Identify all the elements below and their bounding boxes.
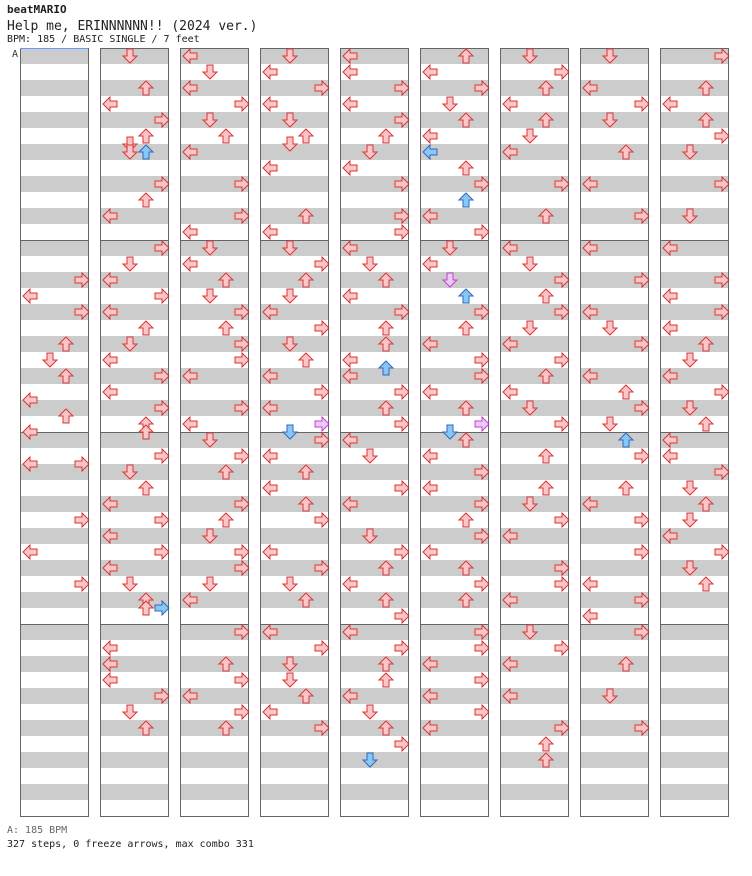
beat-stripe [580, 528, 648, 544]
arrow-left-icon [343, 161, 357, 175]
arrow-up-icon [619, 385, 633, 399]
beat-stripe [180, 656, 248, 672]
beat-stripe [500, 784, 568, 800]
arrow-left-icon [263, 481, 277, 495]
arrow-up-icon [539, 449, 553, 463]
arrow-left-icon [183, 225, 197, 239]
beat-stripe [100, 720, 168, 736]
beat-stripe [660, 688, 728, 704]
beat-stripe [500, 752, 568, 768]
beat-stripe [580, 432, 648, 448]
arrow-right-icon [475, 577, 489, 591]
beat-stripe [340, 656, 408, 672]
arrow-left-icon [503, 97, 517, 111]
arrow-right-icon [395, 641, 409, 655]
beat-stripe [660, 112, 728, 128]
beat-stripe [660, 336, 728, 352]
arrow-right-icon [555, 417, 569, 431]
arrow-right-icon [395, 385, 409, 399]
beat-stripe [180, 272, 248, 288]
beat-stripe [420, 752, 488, 768]
arrow-right-icon [235, 449, 249, 463]
chart-stats: 327 steps, 0 freeze arrows, max combo 331 [7, 839, 254, 850]
arrow-up-icon [619, 481, 633, 495]
beat-stripe [20, 112, 88, 128]
beat-stripe [660, 592, 728, 608]
arrow-left-icon [343, 65, 357, 79]
arrow-up-icon [379, 673, 393, 687]
arrow-down-icon [363, 705, 377, 719]
chart-meta: BPM: 185 / BASIC SINGLE / 7 feet [7, 34, 200, 45]
beat-stripe [500, 368, 568, 384]
beat-stripe [420, 560, 488, 576]
beat-stripe [340, 592, 408, 608]
beat-stripe [420, 112, 488, 128]
arrow-right-icon [315, 257, 329, 271]
arrow-right-icon [555, 353, 569, 367]
arrow-left-icon [343, 97, 357, 111]
beat-stripe [260, 208, 328, 224]
arrow-down-icon [683, 353, 697, 367]
beat-stripe [20, 368, 88, 384]
beat-stripe [20, 752, 88, 768]
arrow-right-icon [395, 417, 409, 431]
beat-stripe [340, 336, 408, 352]
beat-stripe [340, 560, 408, 576]
beat-stripe [420, 400, 488, 416]
beat-stripe [340, 784, 408, 800]
arrow-left-icon [423, 545, 437, 559]
beat-stripe [20, 176, 88, 192]
arrow-left-icon [263, 705, 277, 719]
beat-stripe [660, 80, 728, 96]
beat-stripe [660, 720, 728, 736]
beat-stripe [420, 48, 488, 64]
arrow-right-icon [155, 545, 169, 559]
arrow-up-icon [299, 353, 313, 367]
arrow-right-icon [395, 481, 409, 495]
arrow-right-icon [475, 353, 489, 367]
arrow-right-icon [635, 513, 649, 527]
arrow-right-icon [715, 385, 729, 399]
beat-stripe [20, 560, 88, 576]
arrow-right-icon [155, 449, 169, 463]
arrow-left-icon [343, 289, 357, 303]
arrow-right-icon [235, 97, 249, 111]
beat-stripe [420, 784, 488, 800]
beat-stripe [580, 784, 648, 800]
arrow-right-icon [475, 641, 489, 655]
beat-stripe [20, 720, 88, 736]
beat-stripe [100, 80, 168, 96]
arrow-right-icon [75, 577, 89, 591]
arrow-left-icon [423, 129, 437, 143]
beat-stripe [260, 752, 328, 768]
arrow-left-icon [663, 289, 677, 303]
arrow-right-icon [395, 225, 409, 239]
beat-stripe [20, 688, 88, 704]
beat-stripe [180, 464, 248, 480]
beat-stripe [180, 720, 248, 736]
beat-stripe [20, 528, 88, 544]
beat-stripe [260, 464, 328, 480]
arrow-right-icon [315, 641, 329, 655]
arrow-right-icon [555, 641, 569, 655]
beat-stripe [100, 784, 168, 800]
arrow-left-icon [423, 449, 437, 463]
arrow-down-icon [603, 321, 617, 335]
arrow-left-icon [103, 97, 117, 111]
arrow-left-icon [423, 65, 437, 79]
arrow-left-icon [263, 65, 277, 79]
beat-stripe [660, 496, 728, 512]
arrow-right-icon [315, 321, 329, 335]
arrow-down-icon [523, 321, 537, 335]
beat-stripe [260, 592, 328, 608]
bpm-legend: A: 185 BPM [7, 825, 68, 836]
arrow-down-icon [283, 577, 297, 591]
beat-stripe [420, 592, 488, 608]
beat-stripe [260, 784, 328, 800]
beat-stripe [660, 624, 728, 640]
arrow-down-icon [523, 257, 537, 271]
arrow-down-icon [123, 577, 137, 591]
arrow-right-icon [475, 225, 489, 239]
beat-stripe [180, 784, 248, 800]
arrow-left-icon [503, 385, 517, 399]
arrow-up-icon [219, 321, 233, 335]
beat-stripe [500, 112, 568, 128]
arrow-left-icon [423, 257, 437, 271]
arrow-right-icon [235, 353, 249, 367]
arrow-left-icon [263, 545, 277, 559]
beat-stripe [500, 464, 568, 480]
arrow-right-icon [395, 737, 409, 751]
beat-stripe [500, 208, 568, 224]
arrow-down-icon [43, 353, 57, 367]
arrow-up-icon [699, 417, 713, 431]
arrow-left-icon [23, 545, 37, 559]
arrow-up-icon [459, 289, 473, 303]
arrow-down-icon [283, 289, 297, 303]
beat-stripe [580, 560, 648, 576]
arrow-right-icon [555, 513, 569, 527]
arrow-right-icon [155, 513, 169, 527]
arrow-left-icon [343, 353, 357, 367]
beat-stripe [20, 144, 88, 160]
arrow-down-icon [203, 65, 217, 79]
arrow-right-icon [475, 673, 489, 687]
arrow-down-icon [363, 449, 377, 463]
beat-stripe [100, 432, 168, 448]
arrow-up-icon [139, 321, 153, 335]
arrow-down-icon [123, 705, 137, 719]
arrow-left-icon [663, 97, 677, 111]
beat-stripe [180, 752, 248, 768]
arrow-up-icon [459, 321, 473, 335]
arrow-right-icon [155, 289, 169, 303]
beat-stripe [100, 624, 168, 640]
beat-stripe [340, 400, 408, 416]
arrow-up-icon [539, 481, 553, 495]
beat-stripe [580, 656, 648, 672]
beat-stripe [260, 272, 328, 288]
bpm-marker-label: A [12, 49, 19, 60]
beat-stripe [260, 688, 328, 704]
arrow-right-icon [395, 609, 409, 623]
arrow-right-icon [715, 129, 729, 143]
beat-stripe [660, 752, 728, 768]
arrow-up-icon [379, 321, 393, 335]
beat-stripe [340, 720, 408, 736]
arrow-left-icon [423, 481, 437, 495]
arrow-right-icon [235, 673, 249, 687]
beat-stripe [580, 752, 648, 768]
arrow-up-icon [539, 289, 553, 303]
arrow-up-icon [459, 161, 473, 175]
beat-stripe [20, 240, 88, 256]
beat-stripe [580, 144, 648, 160]
beat-stripe [660, 784, 728, 800]
arrow-right-icon [555, 577, 569, 591]
beat-stripe [100, 752, 168, 768]
arrow-up-icon [699, 577, 713, 591]
beat-stripe [20, 80, 88, 96]
arrow-up-icon [139, 481, 153, 495]
arrow-left-icon [103, 641, 117, 655]
beat-stripe [340, 272, 408, 288]
arrow-right-icon [315, 385, 329, 399]
arrow-left-icon [263, 97, 277, 111]
beat-stripe [500, 80, 568, 96]
arrow-down-icon [363, 257, 377, 271]
arrow-left-icon [263, 225, 277, 239]
beat-stripe [260, 176, 328, 192]
arrow-left-icon [183, 257, 197, 271]
arrow-up-icon [139, 129, 153, 143]
arrow-right-icon [635, 97, 649, 111]
arrow-right-icon [635, 449, 649, 463]
artist-name: beatMARIO [7, 3, 67, 16]
arrow-right-icon [635, 545, 649, 559]
beat-stripe [20, 784, 88, 800]
beat-stripe [260, 496, 328, 512]
arrow-left-icon [263, 161, 277, 175]
arrow-down-icon [683, 513, 697, 527]
arrow-right-icon [555, 65, 569, 79]
beat-stripe [660, 656, 728, 672]
arrow-up-icon [219, 129, 233, 143]
arrow-left-icon [103, 673, 117, 687]
beat-stripe [580, 464, 648, 480]
arrow-right-icon [315, 417, 329, 431]
arrow-left-icon [583, 609, 597, 623]
arrow-left-icon [103, 353, 117, 367]
arrow-right-icon [315, 513, 329, 527]
beat-stripe [20, 48, 88, 64]
arrow-right-icon [235, 545, 249, 559]
arrow-left-icon [263, 449, 277, 463]
arrow-up-icon [459, 513, 473, 527]
beat-stripe [340, 464, 408, 480]
arrow-up-icon [539, 737, 553, 751]
arrow-left-icon [583, 577, 597, 591]
arrow-right-icon [75, 513, 89, 527]
song-title: Help me, ERINNNNNN!! (2024 ver.) [7, 19, 258, 34]
beat-stripe [500, 432, 568, 448]
arrow-left-icon [663, 449, 677, 463]
arrow-down-icon [203, 577, 217, 591]
beat-stripe [20, 496, 88, 512]
arrow-up-icon [139, 193, 153, 207]
arrow-up-icon [379, 129, 393, 143]
beat-stripe [20, 624, 88, 640]
arrow-down-icon [443, 97, 457, 111]
beat-stripe [20, 336, 88, 352]
arrow-down-icon [603, 417, 617, 431]
beat-stripe [260, 528, 328, 544]
arrow-down-icon [123, 257, 137, 271]
arrow-up-icon [219, 513, 233, 527]
arrow-down-icon [203, 289, 217, 303]
arrow-left-icon [663, 321, 677, 335]
arrow-left-icon [183, 417, 197, 431]
arrow-right-icon [475, 417, 489, 431]
arrow-down-icon [283, 673, 297, 687]
arrow-right-icon [475, 705, 489, 719]
arrow-down-icon [683, 481, 697, 495]
arrow-left-icon [343, 577, 357, 591]
beat-stripe [20, 656, 88, 672]
arrow-right-icon [715, 545, 729, 559]
arrow-left-icon [23, 289, 37, 303]
arrow-left-icon [103, 385, 117, 399]
arrow-up-icon [299, 129, 313, 143]
arrow-right-icon [395, 545, 409, 559]
arrow-up-icon [459, 193, 473, 207]
arrow-down-icon [523, 129, 537, 143]
arrow-right-icon [235, 705, 249, 719]
arrow-left-icon [423, 385, 437, 399]
beat-stripe [20, 592, 88, 608]
beat-stripe [20, 208, 88, 224]
